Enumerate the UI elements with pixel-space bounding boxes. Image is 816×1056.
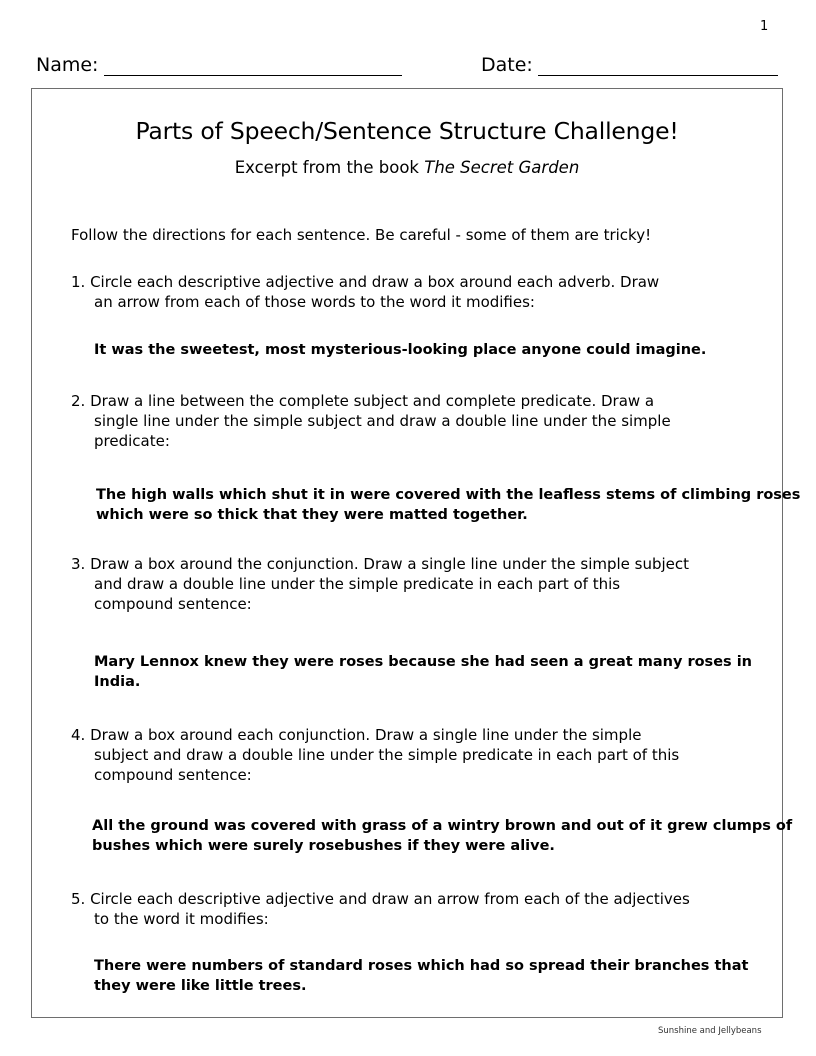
- q4-sentence-line-1: All the ground was covered with grass of a wintry brown and out of it grew clumps of: [92, 818, 793, 834]
- q2-sentence-line-1: The high walls which shut it in were covered with the leafless stems of climbing roses: [96, 487, 801, 503]
- q1-directions-line-1: 1. Circle each descriptive adjective and draw a box around each adverb. Draw: [71, 273, 660, 291]
- q3-sentence-line-1: Mary Lennox knew they were roses because she had seen a great many roses in: [94, 654, 752, 670]
- q4-directions-line-2: subject and draw a double line under the simple predicate in each part of this: [94, 746, 680, 764]
- q4-directions-line-1: 4. Draw a box around each conjunction. Draw a single line under the simple: [71, 726, 642, 744]
- worksheet-title: Parts of Speech/Sentence Structure Challenge!: [135, 117, 679, 145]
- q2-directions-line-1: 2. Draw a line between the complete subject and complete predicate. Draw a: [71, 392, 655, 410]
- q5-directions-line-2: to the word it modifies:: [94, 910, 269, 928]
- q5-sentence-line-1: There were numbers of standard roses which had so spread their branches that: [94, 958, 749, 974]
- q3-directions-line-1: 3. Draw a box around the conjunction. Draw a single line under the simple subject: [71, 555, 690, 573]
- q3-directions-line-2: and draw a double line under the simple predicate in each part of this: [94, 575, 621, 593]
- date-label: Date:: [481, 54, 533, 76]
- q2-directions-line-3: predicate:: [94, 432, 170, 450]
- page-number: 1: [760, 19, 769, 34]
- q1-directions-line-2: an arrow from each of those words to the word it modifies:: [94, 293, 535, 311]
- worksheet-subtitle: [31, 158, 783, 177]
- date-blank-line: [538, 75, 778, 76]
- q4-sentence-line-2: bushes which were surely rosebushes if they were alive.: [92, 838, 555, 854]
- subtitle-prefix: Excerpt from the book: [234, 158, 425, 177]
- q2-directions-line-2: single line under the simple subject and draw a double line under the simple: [94, 412, 671, 430]
- q2-sentence-line-2: which were so thick that they were matted together.: [96, 507, 528, 523]
- q3-sentence-line-2: India.: [94, 674, 141, 690]
- name-blank-line: [104, 75, 402, 76]
- q1-sentence-line-1: It was the sweetest, most mysterious-looking place anyone could imagine.: [94, 342, 707, 358]
- name-label: Name:: [36, 54, 99, 76]
- intro-directions: Follow the directions for each sentence. Be careful - some of them are tricky!: [71, 226, 652, 244]
- book-title: The Secret Garden: [424, 158, 580, 177]
- q5-directions-line-1: 5. Circle each descriptive adjective and draw an arrow from each of the adjectives: [71, 890, 690, 908]
- footer-credit: Sunshine and Jellybeans: [658, 1026, 762, 1036]
- q5-sentence-line-2: they were like little trees.: [94, 978, 307, 994]
- q3-directions-line-3: compound sentence:: [94, 595, 252, 613]
- q4-directions-line-3: compound sentence:: [94, 766, 252, 784]
